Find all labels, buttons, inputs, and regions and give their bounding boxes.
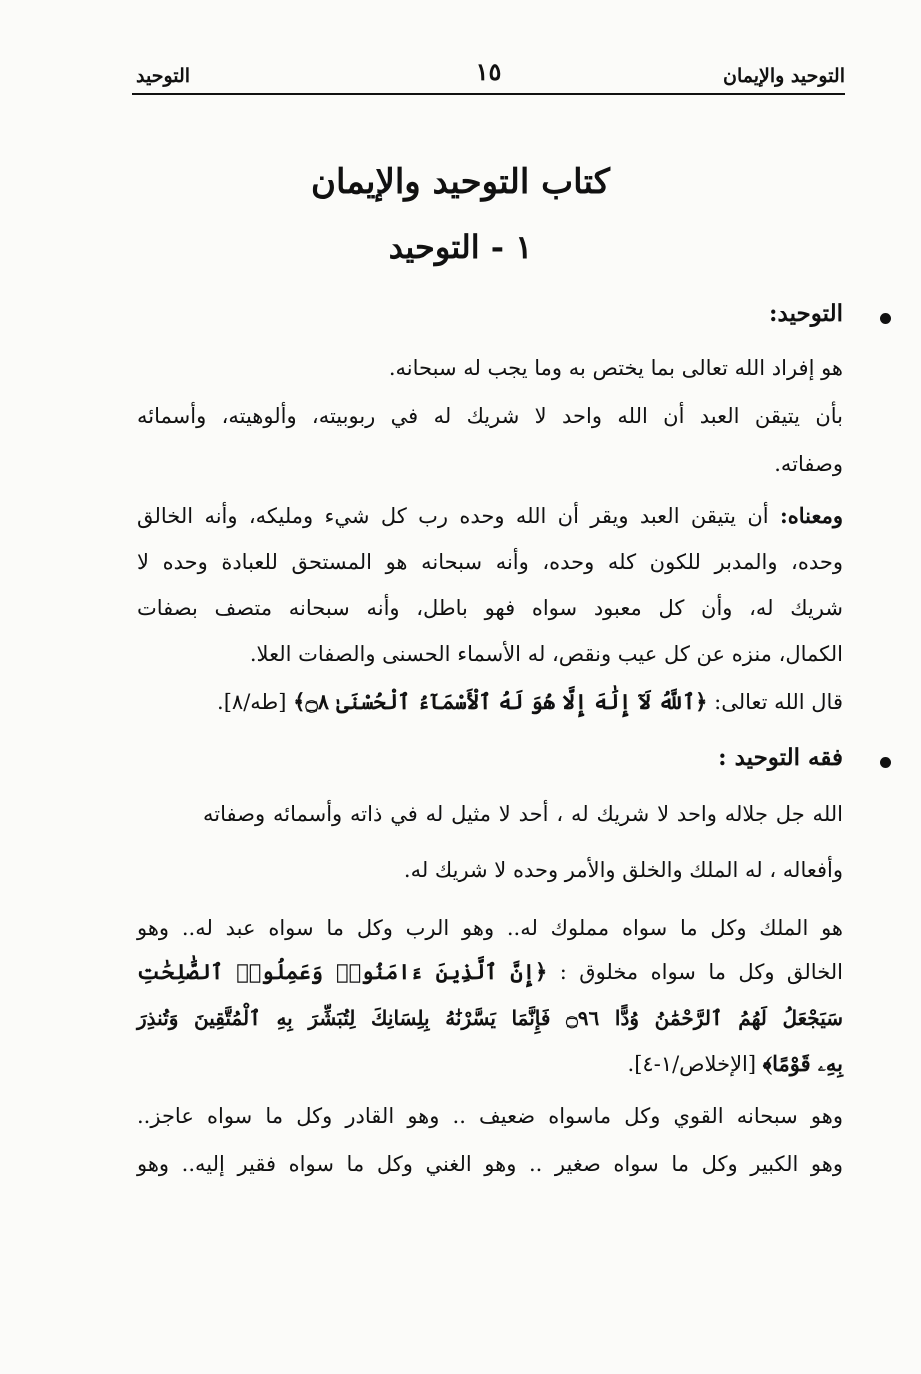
paragraph-line: وهو الكبير وكل ما سواه صغير .. وهو الغني وكل ما سواه فقير إليه.. وهو bbox=[137, 1152, 843, 1176]
paragraph-line: وحده، والمدبر للكون كله وحده، وأنه سبحانه هو المستحق للعبادة وحده لا bbox=[137, 550, 843, 574]
paragraph-line: الخالق وكل ما سواه مخلوق : ﴿إِنَّ ٱلَّذِينَ ءَامَنُوا۟ وَعَمِلُوا۟ ٱلصَّٰلِحَٰتِ bbox=[137, 959, 843, 984]
verse-reference: [الإخلاص/١-٤]. bbox=[627, 1052, 757, 1076]
verse-reference: [طه/٨]. bbox=[217, 690, 287, 714]
paragraph-line: بأن يتيقن العبد أن الله واحد لا شريك له في ربوبيته، وألوهيته، وأسمائه bbox=[137, 404, 843, 428]
section-heading-tawhid: التوحيد: bbox=[769, 300, 843, 327]
book-title: كتاب التوحيد والإيمان bbox=[311, 162, 610, 202]
quran-verse-line: بِهِۦ قَوْمًا﴾ [الإخلاص/١-٤]. bbox=[627, 1051, 843, 1076]
paragraph-line: وأفعاله ، له الملك والخلق والأمر وحده لا شريك له. bbox=[403, 858, 843, 882]
paragraph-line: ومعناه: أن يتيقن العبد ويقر أن الله وحده رب كل شيء ومليكه، وأنه الخالق bbox=[137, 503, 843, 528]
quran-quote-line: قال الله تعالى: ﴿ٱللَّهُ لَآ إِلَٰهَ إِلَّا هُوَ لَهُ ٱلْأَسْمَآءُ ٱلْحُسْنَىٰ ۝٨﴾ [طه/٨]. bbox=[217, 689, 843, 714]
paragraph-line: هو إفراد الله تعالى بما يختص به وما يجب له سبحانه. bbox=[388, 356, 843, 380]
chapter-title: ١ - التوحيد bbox=[388, 228, 533, 266]
meaning-label: ومعناه: bbox=[779, 503, 843, 528]
paragraph-line: وهو سبحانه القوي وكل ماسواه ضعيف .. وهو القادر وكل ما سواه عاجز.. bbox=[137, 1104, 843, 1128]
page-header bbox=[132, 55, 845, 95]
quran-verse-line: سَيَجْعَلُ لَهُمُ ٱلرَّحْمَٰنُ وُدًّا ۝٩٦ فَإِنَّمَا يَسَّرْنَٰهُ بِلِسَانِكَ لِتُبَشِّرَ بِهِ ٱلْمُتَّقِينَ وَتُنذِرَ bbox=[137, 1006, 843, 1030]
header-chapter-title: التوحيد bbox=[136, 65, 191, 87]
paragraph-line: شريك له، وأن كل معبود سواه فهو باطل، وأنه سبحانه متصف بصفات bbox=[137, 596, 843, 620]
quran-verse: ﴿ٱللَّهُ لَآ إِلَٰهَ إِلَّا هُوَ لَهُ ٱلْأَسْمَآءُ ٱلْحُسْنَىٰ ۝٨﴾ bbox=[293, 689, 708, 714]
bullet-icon bbox=[880, 313, 891, 324]
paragraph-line: الكمال، منزه عن كل عيب ونقص، له الأسماء الحسنى والصفات العلا. bbox=[249, 642, 843, 666]
page-number: ١٥ bbox=[475, 57, 502, 86]
quran-verse: ﴿إِنَّ ٱلَّذِينَ ءَامَنُوا۟ وَعَمِلُوا۟ ٱلصَّٰلِحَٰتِ bbox=[137, 959, 548, 984]
header-book-title: التوحيد والإيمان bbox=[723, 65, 845, 87]
bullet-icon bbox=[880, 757, 891, 768]
paragraph-line: الله جل جلاله واحد لا شريك له ، أحد لا مثيل له في ذاته وأسمائه وصفاته bbox=[203, 802, 843, 826]
paragraph-line: هو الملك وكل ما سواه مملوك له.. وهو الرب وكل ما سواه عبد له.. وهو bbox=[137, 916, 843, 940]
paragraph-line: وصفاته. bbox=[774, 452, 843, 476]
section-heading-fiqh: فقه التوحيد : bbox=[718, 744, 843, 771]
